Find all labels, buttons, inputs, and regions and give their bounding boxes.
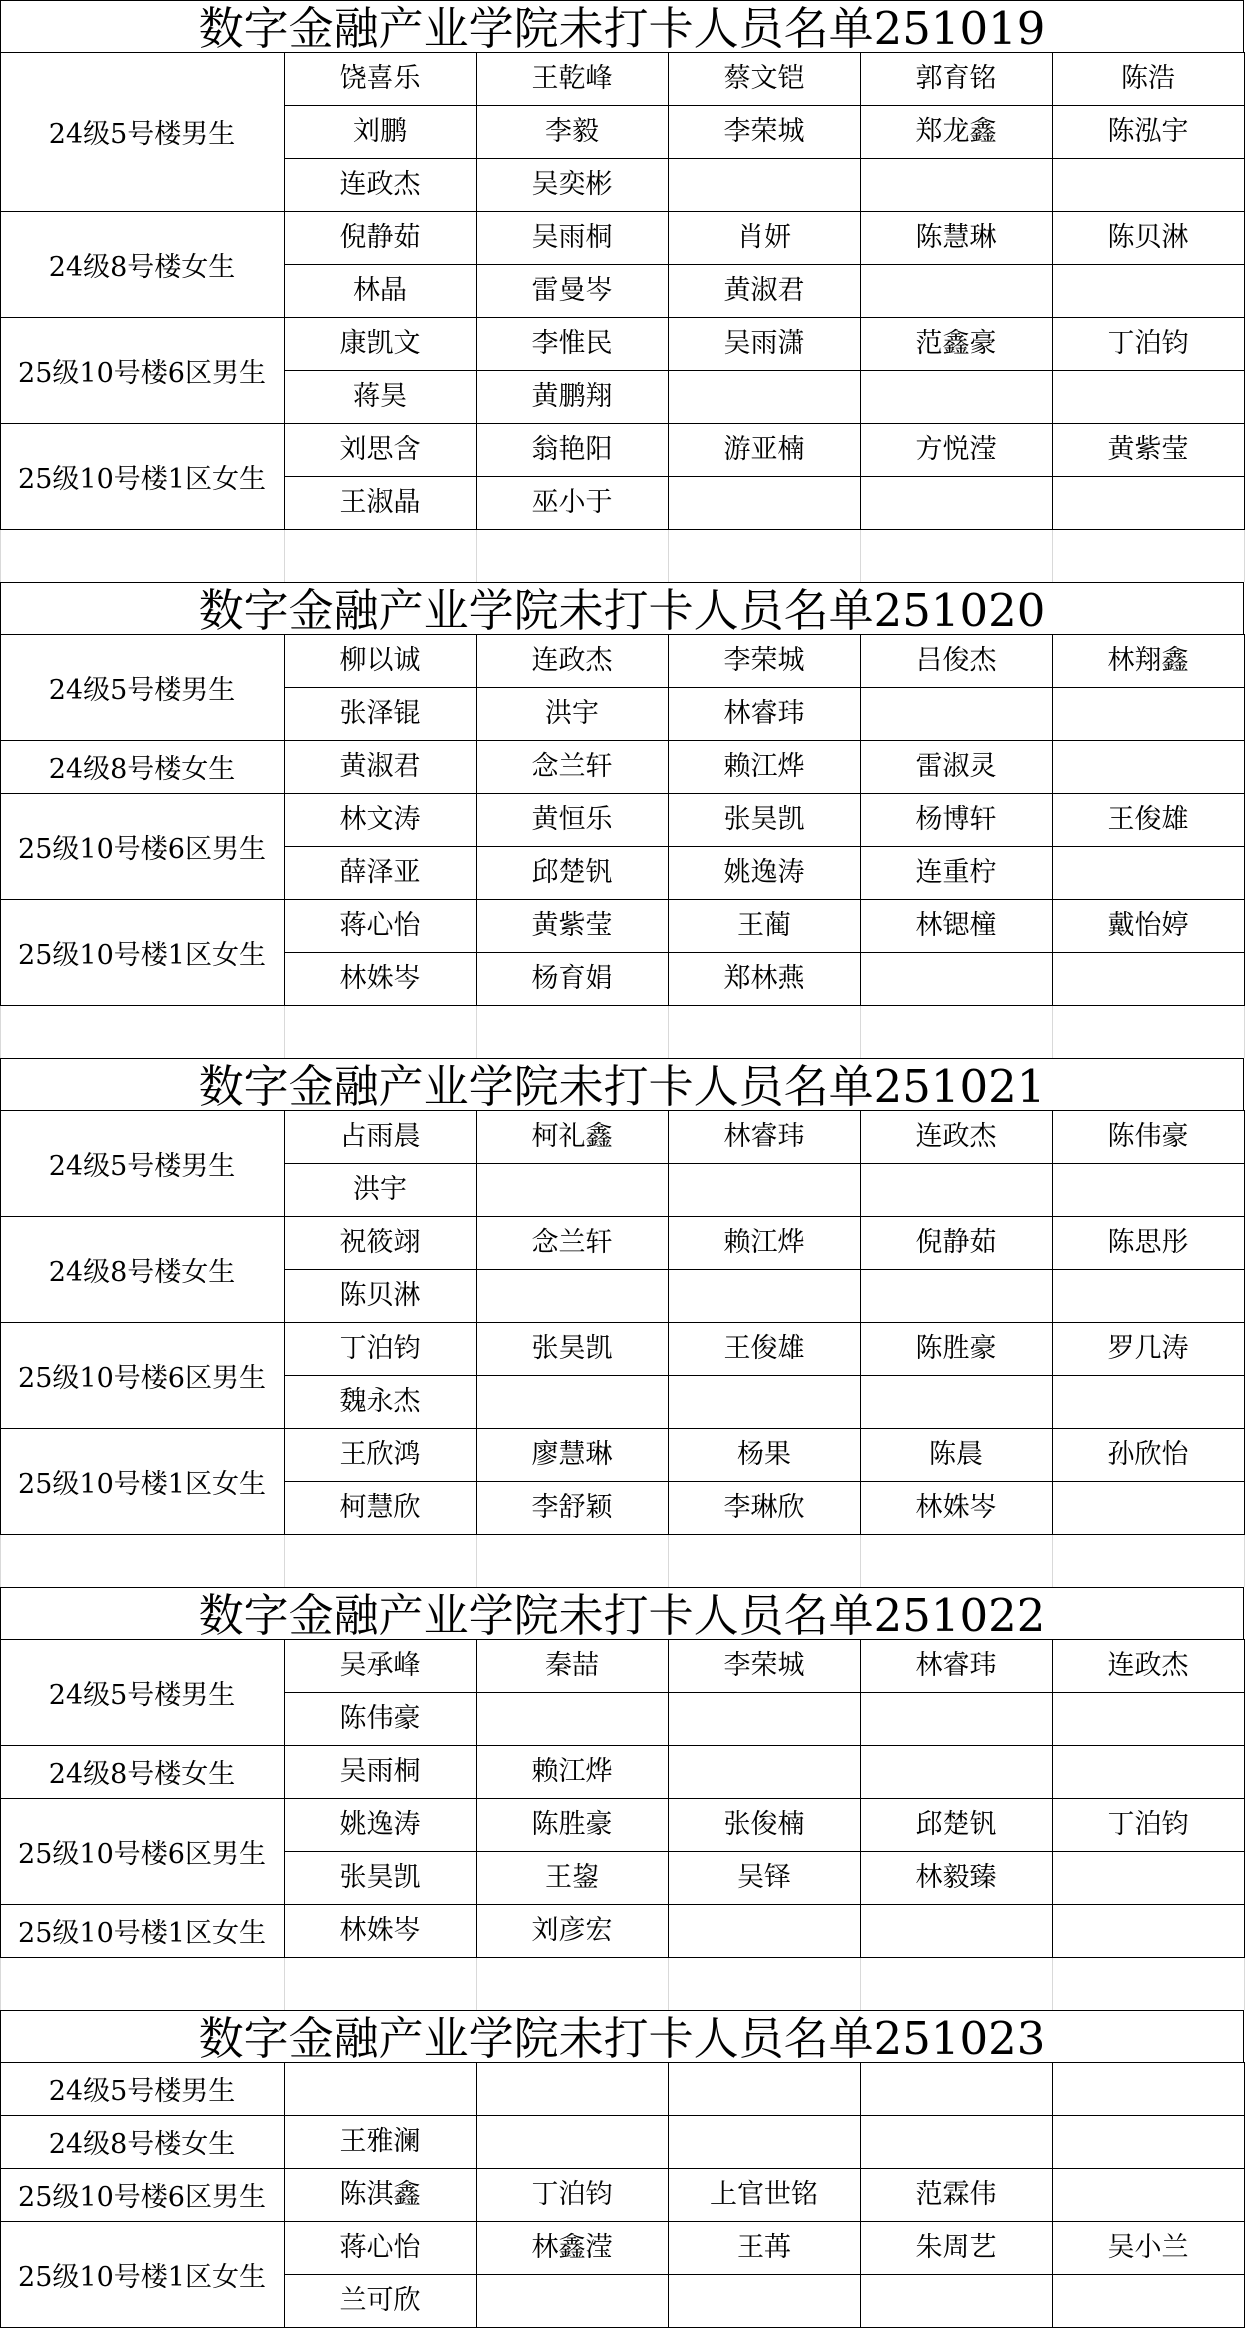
table-row <box>0 1798 1245 1851</box>
name-cell <box>1052 1375 1244 1428</box>
dorm-group-label: 25级10号楼1区女生 <box>18 1918 266 1949</box>
grid-line <box>0 1006 1 1058</box>
dorm-group-label: 24级8号楼女生 <box>48 2129 236 2160</box>
name-cell <box>860 2062 1052 2115</box>
name-cell: 范鑫豪 <box>915 328 997 359</box>
column-rule <box>860 2062 861 2328</box>
table-title: 数字金融产业学院未打卡人员名单251021 <box>0 1058 1244 1110</box>
name-cell: 丁泊钧 <box>1107 1809 1189 1840</box>
name-cell: 李惟民 <box>531 328 613 359</box>
name-cell <box>860 1163 1052 1216</box>
name-cell: 饶喜乐 <box>339 63 421 94</box>
name-cell <box>860 1904 1052 1957</box>
grid-line <box>860 1958 861 2010</box>
name-cell <box>668 1375 860 1428</box>
name-cell: 柯礼鑫 <box>531 1121 613 1152</box>
name-cell: 陈胜豪 <box>531 1809 613 1840</box>
name-cell: 王俊雄 <box>1107 804 1189 835</box>
column-rule <box>476 634 477 1006</box>
name-cell: 林晶 <box>353 275 407 306</box>
name-cell: 郑龙鑫 <box>915 116 997 147</box>
name-cell: 陈伟豪 <box>339 1703 421 1734</box>
dorm-group-label: 25级10号楼6区男生 <box>18 2182 266 2213</box>
column-rule <box>1052 1639 1053 1958</box>
name-cell: 吴雨桐 <box>531 222 613 253</box>
table-row <box>0 952 1245 1005</box>
table-title: 数字金融产业学院未打卡人员名单251020 <box>0 582 1244 634</box>
name-cell <box>668 1163 860 1216</box>
table-title: 数字金融产业学院未打卡人员名单251019 <box>0 0 1244 52</box>
column-rule <box>284 634 285 1006</box>
name-cell <box>1052 2274 1244 2327</box>
table-row <box>0 2168 1245 2221</box>
table-row <box>0 1322 1245 1375</box>
name-cell: 黄恒乐 <box>531 804 613 835</box>
grid-line <box>476 1535 477 1587</box>
name-cell: 林姝岑 <box>339 1915 421 1946</box>
table-title: 数字金融产业学院未打卡人员名单251022 <box>0 1587 1244 1639</box>
dorm-group-label: 25级10号楼1区女生 <box>18 463 266 495</box>
grid-line <box>1052 1006 1053 1058</box>
name-cell: 范霖伟 <box>915 2179 997 2210</box>
dorm-group-label: 24级8号楼女生 <box>48 754 236 785</box>
grid-line <box>668 1535 669 1587</box>
name-cell: 洪宇 <box>545 698 599 729</box>
name-cell <box>668 1692 860 1745</box>
column-rule <box>284 1639 285 1958</box>
name-cell: 林毅臻 <box>915 1862 997 1893</box>
column-rule <box>1052 634 1053 1006</box>
name-cell: 黄紫莹 <box>1107 434 1189 465</box>
name-cell: 赖江烨 <box>723 1227 805 1258</box>
name-cell <box>668 158 860 211</box>
dorm-group-label: 25级10号楼1区女生 <box>18 939 266 971</box>
grid-line <box>860 1006 861 1058</box>
table-row <box>0 740 1245 793</box>
dorm-group-label: 24级8号楼女生 <box>48 1759 236 1790</box>
name-cell <box>476 1692 668 1745</box>
name-cell <box>668 1904 860 1957</box>
name-cell: 王淑晶 <box>339 487 421 518</box>
column-rule <box>1052 2062 1053 2328</box>
table-row <box>0 1163 1245 1216</box>
name-cell: 占雨晨 <box>339 1121 421 1152</box>
name-cell: 戴怡婷 <box>1107 910 1189 941</box>
name-cell: 连重柠 <box>915 857 997 888</box>
grid-line <box>668 1958 669 2010</box>
name-cell: 林姝岑 <box>339 963 421 994</box>
name-cell: 李琳欣 <box>723 1492 805 1523</box>
name-cell: 吴奕彬 <box>531 169 613 200</box>
name-cell: 刘鹏 <box>353 116 407 147</box>
grid-line <box>0 1535 1 1587</box>
name-cell: 廖慧琳 <box>531 1439 613 1470</box>
grid-line <box>0 530 1 582</box>
grid-line <box>668 1006 669 1058</box>
column-rule <box>860 1110 861 1535</box>
name-cell <box>668 1745 860 1798</box>
name-cell: 吴雨桐 <box>339 1756 421 1787</box>
column-rule <box>0 52 1 530</box>
name-cell: 王蔺 <box>737 910 791 941</box>
column-rule <box>476 52 477 530</box>
grid-line <box>284 1958 285 2010</box>
name-cell: 丁泊钧 <box>339 1333 421 1364</box>
name-cell: 雷曼岑 <box>531 275 613 306</box>
name-cell: 王欣鸿 <box>339 1439 421 1470</box>
name-cell: 巫小于 <box>531 487 613 518</box>
name-cell: 林姝岑 <box>915 1492 997 1523</box>
name-cell: 柳以诚 <box>339 645 421 676</box>
name-cell <box>1052 1904 1244 1957</box>
name-cell: 陈泓宇 <box>1107 116 1189 147</box>
table-row <box>0 1481 1245 1534</box>
name-cell: 陈浩 <box>1121 63 1175 94</box>
table-row <box>0 105 1245 158</box>
name-cell: 陈慧琳 <box>915 222 997 253</box>
name-cell: 朱周艺 <box>915 2232 997 2263</box>
name-cell: 祝筱翊 <box>339 1227 421 1258</box>
column-rule <box>860 634 861 1006</box>
table-row <box>0 1110 1245 1163</box>
table-row <box>0 1269 1245 1322</box>
name-cell <box>476 2274 668 2327</box>
dorm-group-label: 25级10号楼6区男生 <box>18 357 266 389</box>
name-cell: 杨育娟 <box>531 963 613 994</box>
table-row <box>0 2115 1245 2168</box>
name-cell: 张俊楠 <box>723 1809 805 1840</box>
name-cell: 吴小兰 <box>1107 2232 1189 2263</box>
name-cell <box>860 158 1052 211</box>
name-cell: 丁泊钧 <box>1107 328 1189 359</box>
name-cell: 吕俊杰 <box>915 645 997 676</box>
name-cell <box>284 2062 476 2115</box>
name-cell: 林睿玮 <box>723 1121 805 1152</box>
table-row <box>0 1216 1245 1269</box>
name-cell: 连政杰 <box>531 645 613 676</box>
name-cell: 陈晨 <box>929 1439 983 1470</box>
name-cell: 王雅澜 <box>339 2126 421 2157</box>
name-cell <box>1052 264 1244 317</box>
name-cell: 李荣城 <box>723 1650 805 1681</box>
name-cell: 陈淇鑫 <box>339 2179 421 2210</box>
name-cell: 林睿玮 <box>723 698 805 729</box>
name-cell: 秦喆 <box>545 1650 599 1681</box>
table-row <box>0 2274 1245 2327</box>
name-cell <box>668 476 860 529</box>
name-cell: 张昊凯 <box>531 1333 613 1364</box>
name-cell: 念兰轩 <box>531 751 613 782</box>
column-rule <box>476 2062 477 2328</box>
name-cell: 郭育铭 <box>915 63 997 94</box>
column-rule <box>668 1639 669 1958</box>
name-cell: 王鋆 <box>545 1862 599 1893</box>
name-cell <box>1052 1851 1244 1904</box>
column-rule <box>0 2062 1 2328</box>
column-rule <box>0 1639 1 1958</box>
name-cell: 倪静茹 <box>915 1227 997 1258</box>
name-cell: 吴雨潇 <box>723 328 805 359</box>
name-cell: 肖妍 <box>737 222 791 253</box>
table-row <box>0 899 1245 952</box>
name-cell <box>1052 846 1244 899</box>
name-cell <box>1052 1269 1244 1322</box>
dorm-group-label: 24级8号楼女生 <box>48 1256 236 1288</box>
spacer <box>0 1006 1245 1058</box>
name-cell: 李荣城 <box>723 116 805 147</box>
name-cell: 丁泊钧 <box>531 2179 613 2210</box>
dorm-group-label: 25级10号楼1区女生 <box>18 2261 266 2293</box>
grid-line <box>476 1958 477 2010</box>
name-cell <box>860 1745 1052 1798</box>
name-cell: 张泽锟 <box>339 698 421 729</box>
name-cell <box>1052 687 1244 740</box>
table-row <box>0 317 1245 370</box>
name-cell: 李舒颖 <box>531 1492 613 1523</box>
table-row <box>0 793 1245 846</box>
column-rule <box>668 634 669 1006</box>
table-row <box>0 2221 1245 2274</box>
name-cell: 吴铎 <box>737 1862 791 1893</box>
column-rule <box>668 1110 669 1535</box>
name-cell <box>1052 370 1244 423</box>
table-row <box>0 1375 1245 1428</box>
dorm-group-label: 25级10号楼6区男生 <box>18 1838 266 1870</box>
name-cell: 李荣城 <box>723 645 805 676</box>
column-rule <box>1052 52 1053 530</box>
name-cell: 薛泽亚 <box>339 857 421 888</box>
table-row <box>0 370 1245 423</box>
dorm-group-label: 24级5号楼男生 <box>48 119 236 150</box>
name-cell <box>860 2115 1052 2168</box>
name-cell <box>476 1375 668 1428</box>
name-cell: 刘思含 <box>339 434 421 465</box>
table-row <box>0 634 1245 687</box>
grid-line <box>860 1535 861 1587</box>
grid-line <box>1052 1958 1053 2010</box>
name-cell <box>1052 1692 1244 1745</box>
name-cell: 邱楚钒 <box>915 1809 997 1840</box>
name-cell: 张昊凯 <box>723 804 805 835</box>
name-cell: 杨果 <box>737 1439 791 1470</box>
name-cell: 张昊凯 <box>339 1862 421 1893</box>
spacer <box>0 530 1245 582</box>
table-row <box>0 158 1245 211</box>
name-cell: 孙欣怡 <box>1107 1439 1189 1470</box>
name-cell: 杨博轩 <box>915 804 997 835</box>
name-cell <box>476 1163 668 1216</box>
grid-line <box>668 530 669 582</box>
name-cell: 林睿玮 <box>915 1650 997 1681</box>
table-row <box>0 2062 1245 2115</box>
grid-line <box>1052 530 1053 582</box>
name-cell: 游亚楠 <box>723 434 805 465</box>
table-row <box>0 1639 1245 1692</box>
name-cell <box>1052 476 1244 529</box>
name-cell: 黄淑君 <box>723 275 805 306</box>
dorm-group-label: 25级10号楼1区女生 <box>18 1468 266 1500</box>
table-row <box>0 1851 1245 1904</box>
name-cell: 王苒 <box>737 2232 791 2263</box>
grid-line <box>476 1006 477 1058</box>
grid-line <box>0 1958 1 2010</box>
name-cell: 上官世铭 <box>710 2179 818 2210</box>
name-cell: 蒋昊 <box>353 381 407 412</box>
grid-line <box>476 530 477 582</box>
name-cell <box>1052 740 1244 793</box>
table-row <box>0 846 1245 899</box>
name-cell: 林翔鑫 <box>1107 645 1189 676</box>
name-cell: 蒋心怡 <box>339 910 421 941</box>
dorm-group-label: 24级5号楼男生 <box>48 1679 236 1711</box>
column-rule <box>476 1110 477 1535</box>
name-cell <box>860 370 1052 423</box>
name-cell: 林鑫滢 <box>531 2232 613 2263</box>
name-cell: 赖江烨 <box>531 1756 613 1787</box>
name-cell <box>668 2062 860 2115</box>
name-cell <box>860 1269 1052 1322</box>
name-cell: 陈伟豪 <box>1107 1121 1189 1152</box>
name-cell: 林锶橦 <box>915 910 997 941</box>
table-title: 数字金融产业学院未打卡人员名单251023 <box>0 2010 1244 2062</box>
name-cell: 陈胜豪 <box>915 1333 997 1364</box>
name-cell <box>860 2274 1052 2327</box>
name-cell <box>668 2115 860 2168</box>
table-row <box>0 264 1245 317</box>
name-cell <box>860 687 1052 740</box>
dorm-group-label: 24级8号楼女生 <box>48 251 236 283</box>
name-cell <box>1052 1481 1244 1534</box>
table-row <box>0 1428 1245 1481</box>
name-cell <box>860 1375 1052 1428</box>
name-cell: 王乾峰 <box>531 63 613 94</box>
name-cell <box>1052 1745 1244 1798</box>
name-cell: 连政杰 <box>915 1121 997 1152</box>
name-cell: 连政杰 <box>1107 1650 1189 1681</box>
name-cell <box>668 370 860 423</box>
table-row <box>0 423 1245 476</box>
dorm-group-label: 24级5号楼男生 <box>48 674 236 706</box>
name-cell <box>860 1692 1052 1745</box>
table-row <box>0 1904 1245 1957</box>
name-cell: 连政杰 <box>339 169 421 200</box>
table-row <box>0 476 1245 529</box>
table-row <box>0 1745 1245 1798</box>
dorm-group-label: 25级10号楼6区男生 <box>18 1362 266 1394</box>
spacer <box>0 1535 1245 1587</box>
dorm-group-label: 24级5号楼男生 <box>48 1150 236 1182</box>
name-cell <box>476 2062 668 2115</box>
name-cell <box>860 952 1052 1005</box>
name-cell <box>860 264 1052 317</box>
grid-line <box>860 530 861 582</box>
column-rule <box>284 2062 285 2328</box>
name-cell <box>476 2115 668 2168</box>
name-cell: 黄淑君 <box>339 751 421 782</box>
table-row <box>0 687 1245 740</box>
name-cell: 翁艳阳 <box>531 434 613 465</box>
column-rule <box>668 2062 669 2328</box>
spacer <box>0 1958 1245 2010</box>
name-cell <box>476 1269 668 1322</box>
column-rule <box>0 634 1 1006</box>
name-cell: 兰可欣 <box>339 2285 421 2316</box>
name-cell: 洪宇 <box>353 1174 407 1205</box>
name-cell: 魏永杰 <box>339 1386 421 1417</box>
name-cell: 罗几涛 <box>1107 1333 1189 1364</box>
name-cell <box>1052 2115 1244 2168</box>
name-cell <box>668 2274 860 2327</box>
name-cell <box>1052 2062 1244 2115</box>
grid-line <box>284 530 285 582</box>
name-cell: 方悦滢 <box>915 434 997 465</box>
name-cell: 郑林燕 <box>723 963 805 994</box>
dorm-group-label: 24级5号楼男生 <box>48 2076 236 2107</box>
column-rule <box>284 52 285 530</box>
column-rule <box>860 52 861 530</box>
name-cell: 姚逸涛 <box>723 857 805 888</box>
name-cell <box>1052 1163 1244 1216</box>
name-cell: 李毅 <box>545 116 599 147</box>
name-cell: 刘彦宏 <box>531 1915 613 1946</box>
name-cell <box>1052 952 1244 1005</box>
column-rule <box>860 1639 861 1958</box>
name-cell: 陈贝淋 <box>1107 222 1189 253</box>
name-cell <box>1052 158 1244 211</box>
grid-line <box>1052 1535 1053 1587</box>
name-cell: 雷淑灵 <box>915 751 997 782</box>
name-cell: 蒋心怡 <box>339 2232 421 2263</box>
name-cell: 柯慧欣 <box>339 1492 421 1523</box>
column-rule <box>284 1110 285 1535</box>
column-rule <box>476 1639 477 1958</box>
name-cell: 黄紫莹 <box>531 910 613 941</box>
name-cell: 陈贝淋 <box>339 1280 421 1311</box>
name-cell: 吴承峰 <box>339 1650 421 1681</box>
table-row <box>0 1692 1245 1745</box>
name-cell: 赖江烨 <box>723 751 805 782</box>
name-cell: 陈思彤 <box>1107 1227 1189 1258</box>
name-cell: 倪静茹 <box>339 222 421 253</box>
name-cell: 王俊雄 <box>723 1333 805 1364</box>
name-cell: 念兰轩 <box>531 1227 613 1258</box>
column-rule <box>0 1110 1 1535</box>
name-cell <box>668 1269 860 1322</box>
table-row <box>0 211 1245 264</box>
dorm-group-label: 25级10号楼6区男生 <box>18 833 266 865</box>
table-row <box>0 52 1245 105</box>
name-cell: 邱楚钒 <box>531 857 613 888</box>
grid-line <box>284 1006 285 1058</box>
name-cell: 姚逸涛 <box>339 1809 421 1840</box>
name-cell <box>860 476 1052 529</box>
name-cell <box>1052 2168 1244 2221</box>
name-cell: 康凯文 <box>339 328 421 359</box>
name-cell: 林文涛 <box>339 804 421 835</box>
column-rule <box>1052 1110 1053 1535</box>
column-rule <box>668 52 669 530</box>
grid-line <box>284 1535 285 1587</box>
name-cell: 蔡文铠 <box>723 63 805 94</box>
name-cell: 黄鹏翔 <box>531 381 613 412</box>
group-rule <box>0 2327 1245 2328</box>
